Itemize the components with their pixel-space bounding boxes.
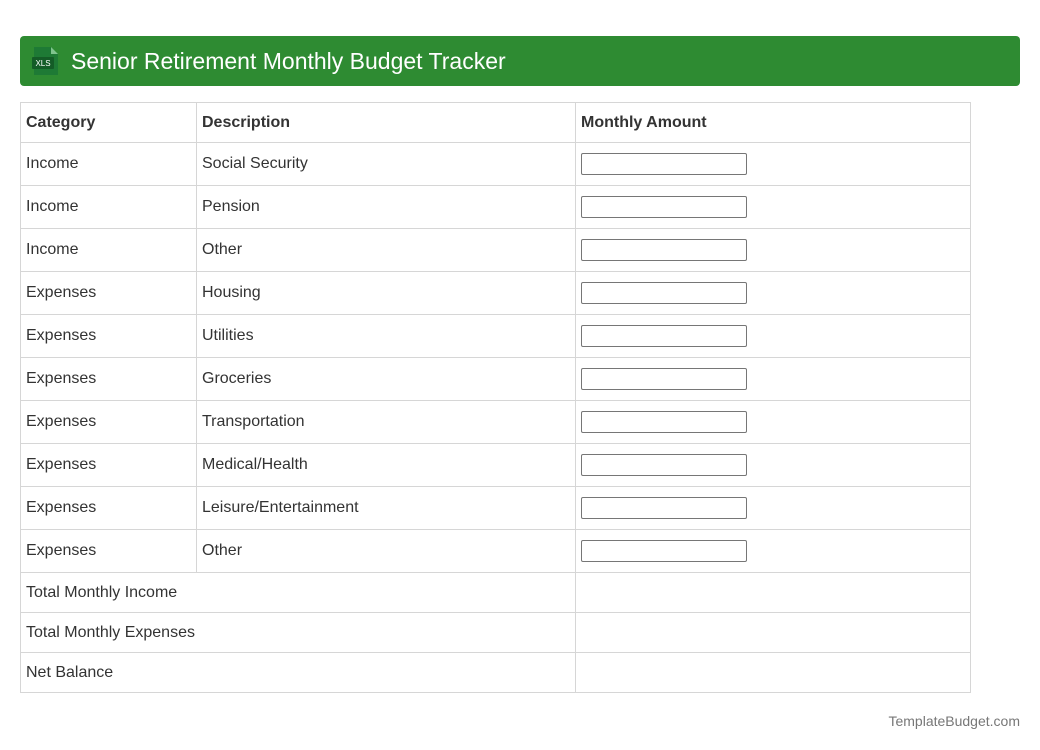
total-income-label: Total Monthly Income (21, 573, 576, 613)
title-bar (20, 36, 1020, 86)
table-row (21, 401, 971, 444)
description-cell: Housing (197, 272, 576, 315)
amount-cell (576, 186, 971, 229)
category-cell: Income (21, 143, 197, 186)
category-cell: Expenses (21, 487, 197, 530)
footer-brand-link[interactable]: TemplateBudget.com (888, 713, 1020, 729)
description-cell: Utilities (197, 315, 576, 358)
xls-icon-label: XLS (35, 59, 51, 68)
table-row (21, 530, 971, 573)
table-row (21, 186, 971, 229)
description-cell: Leisure/Entertainment (197, 487, 576, 530)
amount-input-transportation[interactable] (581, 411, 747, 433)
column-header-monthly-amount: Monthly Amount (576, 103, 971, 143)
amount-input-housing[interactable] (581, 282, 747, 304)
amount-input-expenses-other[interactable] (581, 540, 747, 562)
amount-cell (576, 272, 971, 315)
net-balance-value (576, 653, 971, 693)
table-row (21, 358, 971, 401)
amount-input-leisure-entertainment[interactable] (581, 497, 747, 519)
amount-input-medical-health[interactable] (581, 454, 747, 476)
category-cell: Expenses (21, 272, 197, 315)
category-cell: Expenses (21, 401, 197, 444)
amount-input-income-other[interactable] (581, 239, 747, 261)
net-balance-label: Net Balance (21, 653, 576, 693)
description-cell: Social Security (197, 143, 576, 186)
amount-cell (576, 401, 971, 444)
amount-cell (576, 315, 971, 358)
table-row (21, 143, 971, 186)
column-header-category: Category (21, 103, 197, 143)
description-cell: Groceries (197, 358, 576, 401)
excel-xls-icon (32, 46, 60, 76)
amount-cell (576, 530, 971, 573)
amount-input-pension[interactable] (581, 196, 747, 218)
total-expenses-label: Total Monthly Expenses (21, 613, 576, 653)
table-row (21, 487, 971, 530)
category-cell: Expenses (21, 530, 197, 573)
table-row (21, 229, 971, 272)
category-cell: Expenses (21, 358, 197, 401)
amount-cell (576, 358, 971, 401)
total-income-row (21, 573, 971, 613)
category-cell: Expenses (21, 444, 197, 487)
total-expenses-row (21, 613, 971, 653)
amount-input-social-security[interactable] (581, 153, 747, 175)
description-cell: Medical/Health (197, 444, 576, 487)
table-row (21, 315, 971, 358)
description-cell: Other (197, 530, 576, 573)
category-cell: Income (21, 229, 197, 272)
total-expenses-value (576, 613, 971, 653)
description-cell: Other (197, 229, 576, 272)
table-header-row (21, 103, 971, 143)
category-cell: Expenses (21, 315, 197, 358)
net-balance-row (21, 653, 971, 693)
category-cell: Income (21, 186, 197, 229)
description-cell: Pension (197, 186, 576, 229)
budget-table (20, 102, 971, 693)
amount-cell (576, 444, 971, 487)
amount-cell (576, 143, 971, 186)
description-cell: Transportation (197, 401, 576, 444)
page-title: Senior Retirement Monthly Budget Tracker (71, 47, 506, 74)
table-row (21, 272, 971, 315)
column-header-description: Description (197, 103, 576, 143)
total-income-value (576, 573, 971, 613)
amount-input-groceries[interactable] (581, 368, 747, 390)
amount-input-utilities[interactable] (581, 325, 747, 347)
amount-cell (576, 487, 971, 530)
amount-cell (576, 229, 971, 272)
table-row (21, 444, 971, 487)
